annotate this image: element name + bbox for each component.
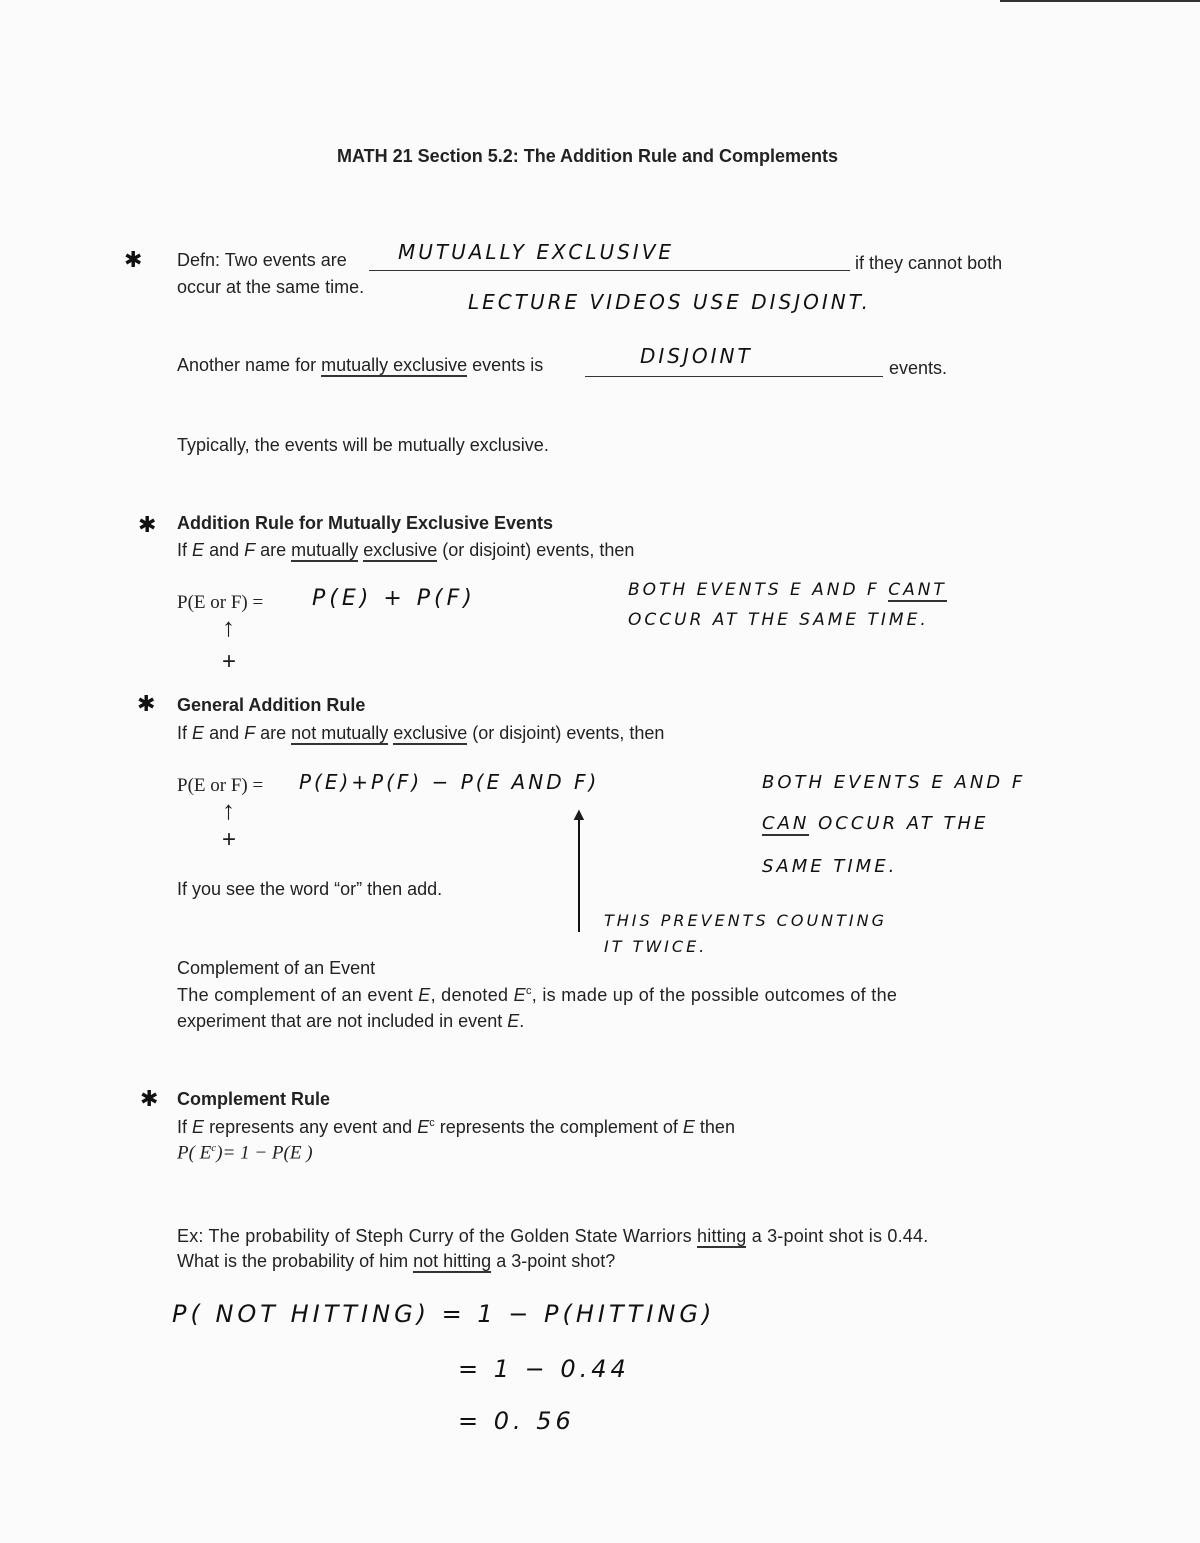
arrow-up-icon: ↑ bbox=[222, 795, 235, 825]
example-work-line2: = 1 − 0.44 bbox=[458, 1355, 630, 1383]
scan-edge-line bbox=[1000, 0, 1200, 2]
typically-text: Typically, the events will be mutually exclusive. bbox=[177, 435, 549, 455]
or-add-text: If you see the word “or” then add. bbox=[177, 879, 443, 899]
another-blank-line bbox=[585, 376, 883, 377]
complement-event-line1: The complement of an event E, denoted $E^c$, is made up of the possible outcomes of the bbox=[177, 985, 898, 1005]
general-rule-heading: General Addition Rule bbox=[177, 695, 366, 715]
example-line2: What is the probability of him not hitting a 3-point shot? bbox=[177, 1251, 616, 1271]
another-text-post: events. bbox=[889, 358, 948, 378]
general-formula-handwritten: P(E)+P(F) − P(E AND F) bbox=[299, 770, 600, 794]
addition-formula-lhs: P(E or F) = bbox=[177, 592, 264, 613]
prevent-note-line2: IT TWICE. bbox=[604, 937, 708, 956]
star-icon: ✱ bbox=[138, 512, 157, 537]
general-rule-condition: If E and F are not mutually exclusive (or disjoint) events, then bbox=[177, 723, 665, 743]
addition-rule-heading: Addition Rule for Mutually Exclusive Events bbox=[177, 513, 554, 533]
another-answer-handwritten: DISJOINT bbox=[640, 344, 753, 368]
addition-rule-condition: If E and F are mutually exclusive (or disjoint) events, then bbox=[177, 540, 635, 560]
plus-icon: + bbox=[222, 826, 237, 853]
star-icon: ✱ bbox=[140, 1086, 159, 1111]
complement-rule-formula: P( $E^c)= 1 - P(E$ ) bbox=[177, 1142, 313, 1164]
prevent-note-line1: THIS PREVENTS COUNTING bbox=[604, 911, 887, 930]
addition-note-line2: OCCUR AT THE SAME TIME. bbox=[628, 610, 929, 630]
example-line1: Ex: The probability of Steph Curry of the Golden State Warriors hitting a 3-point shot is 0.44. bbox=[177, 1226, 929, 1246]
plus-icon: + bbox=[222, 648, 237, 675]
another-name-text: Another name for mutually exclusive events is bbox=[177, 355, 544, 375]
defn-text: Defn: Two events are bbox=[177, 250, 347, 270]
complement-event-line2: experiment that are not included in event E. bbox=[177, 1011, 525, 1031]
page-title: MATH 21 Section 5.2: The Addition Rule and Complements bbox=[337, 146, 839, 166]
example-work-line3: = 0. 56 bbox=[458, 1407, 575, 1435]
defn-text-line2: occur at the same time. bbox=[177, 277, 365, 297]
addition-note-line1: BOTH EVENTS E AND F CANT bbox=[628, 580, 947, 600]
star-icon: ✱ bbox=[137, 691, 156, 716]
complement-rule-heading: Complement Rule bbox=[177, 1089, 331, 1109]
example-work-line1: P( NOT HITTING) = 1 − P(HITTING) bbox=[172, 1300, 716, 1328]
arrow-head-icon: ▲ bbox=[570, 804, 588, 824]
arrow-up-icon: ↑ bbox=[222, 612, 235, 642]
addition-formula-handwritten: P(E) + P(F) bbox=[312, 586, 476, 611]
complement-rule-condition: If E represents any event and $E^c$ represents the complement of E then bbox=[177, 1117, 735, 1137]
complement-event-heading: Complement of an Event bbox=[177, 958, 376, 978]
defn-blank-line bbox=[369, 270, 850, 271]
defn-answer-handwritten: MUTUALLY EXCLUSIVE bbox=[398, 240, 675, 264]
general-note-line3: SAME TIME. bbox=[762, 856, 898, 877]
general-note-line2: CAN OCCUR AT THE bbox=[762, 813, 989, 834]
defn-note-handwritten: LECTURE VIDEOS USE DISJOINT. bbox=[468, 290, 871, 314]
star-icon: ✱ bbox=[124, 247, 143, 272]
general-formula-lhs: P(E or F) = bbox=[177, 775, 264, 796]
general-note-line1: BOTH EVENTS E AND F bbox=[762, 772, 1026, 793]
underlined-mutually-exclusive: mutually exclusive bbox=[321, 355, 468, 375]
defn-text-post: if they cannot both bbox=[855, 253, 1003, 273]
long-arrow-line bbox=[578, 820, 580, 932]
